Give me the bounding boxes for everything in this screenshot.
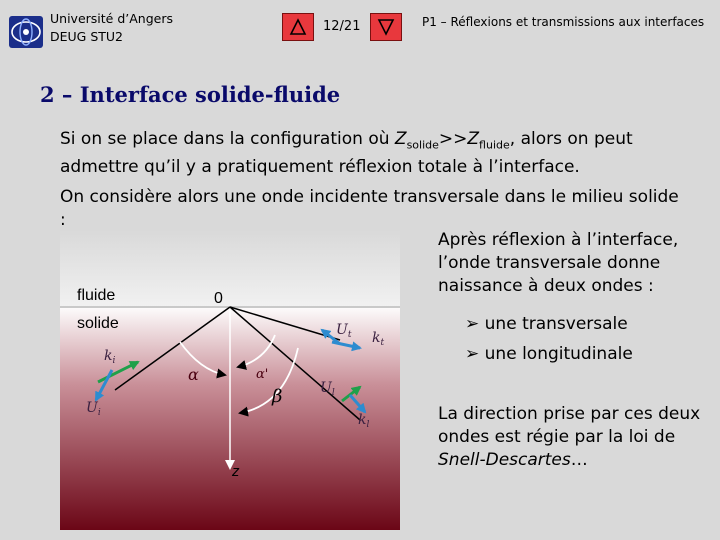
- origin-label: 0: [214, 290, 223, 307]
- snell-descartes-text: Snell-Descartes: [438, 450, 571, 470]
- university-name: Université d’Angers: [50, 11, 173, 26]
- paragraph-after-reflection: Après réflexion à l’interface, l’onde transversale donne naissance à deux ondes :: [438, 230, 679, 296]
- u-transverse-symbol: U: [336, 322, 348, 338]
- list-item: [465, 314, 633, 344]
- page-number: 12/21: [323, 19, 361, 34]
- para1-text1: Si on se place dans la configuration où: [60, 129, 395, 149]
- arrow-bullet-icon: ➢: [465, 314, 485, 334]
- bullet-longitudinale: une longitudinale: [484, 344, 633, 364]
- u-incident-subscript: i: [97, 408, 101, 418]
- list-item: [465, 344, 633, 374]
- k-transverse-symbol: k: [372, 330, 381, 346]
- wave-list: [465, 314, 633, 374]
- program-name: DEUG STU2: [50, 29, 124, 44]
- solid-label: solide: [77, 315, 119, 332]
- para1-z-fluide: Z: [467, 129, 480, 149]
- u-transverse-subscript: t: [347, 330, 352, 340]
- triangle-down-icon: [377, 18, 395, 36]
- k-longitudinal-subscript: l: [366, 420, 370, 430]
- header-title: P1 – Réflexions et transmissions aux interfaces: [422, 15, 705, 29]
- alpha-label: α: [188, 365, 199, 384]
- u-incident-symbol: U: [86, 400, 98, 416]
- para1-text2: >>: [438, 129, 468, 149]
- para1-z-solide: Z: [394, 129, 407, 149]
- k-longitudinal-symbol: k: [358, 412, 367, 428]
- previous-slide-button[interactable]: [282, 13, 314, 41]
- para1-sub-fluide: fluide: [479, 138, 510, 152]
- para4-text1: La direction prise par ces deux ondes est régie par la loi de: [438, 404, 701, 447]
- bullet-transversale: une transversale: [484, 314, 628, 334]
- para1-text3: , alors on peut admettre qu’il y a pratiquement réflexion totale à l’interface.: [60, 129, 633, 178]
- arrow-bullet-icon: ➢: [465, 344, 485, 364]
- k-transverse-subscript: t: [380, 338, 385, 348]
- alpha-prime-label: α': [256, 367, 269, 382]
- triangle-up-icon: [289, 18, 307, 36]
- paragraph-impedance: [60, 128, 710, 179]
- k-incident-subscript: i: [112, 356, 116, 366]
- paragraph-snell-descartes: [438, 403, 718, 472]
- z-axis-label: z: [232, 463, 240, 480]
- next-slide-button[interactable]: [370, 13, 402, 41]
- section-title: 2 – Interface solide-fluide: [40, 82, 341, 107]
- para1-sub-solide: solide: [406, 138, 439, 152]
- fluid-label: fluide: [77, 287, 116, 304]
- k-incident-symbol: k: [104, 348, 113, 364]
- u-longitudinal-symbol: U: [320, 380, 332, 396]
- u-longitudinal-subscript: l: [331, 388, 335, 398]
- beta-label: β: [272, 386, 283, 407]
- para4-text2: …: [570, 450, 588, 470]
- paragraph-incident-wave: On considère alors une onde incidente transversale dans le milieu solide :: [60, 187, 679, 230]
- university-logo: [9, 16, 43, 48]
- interface-diagram: [60, 230, 400, 530]
